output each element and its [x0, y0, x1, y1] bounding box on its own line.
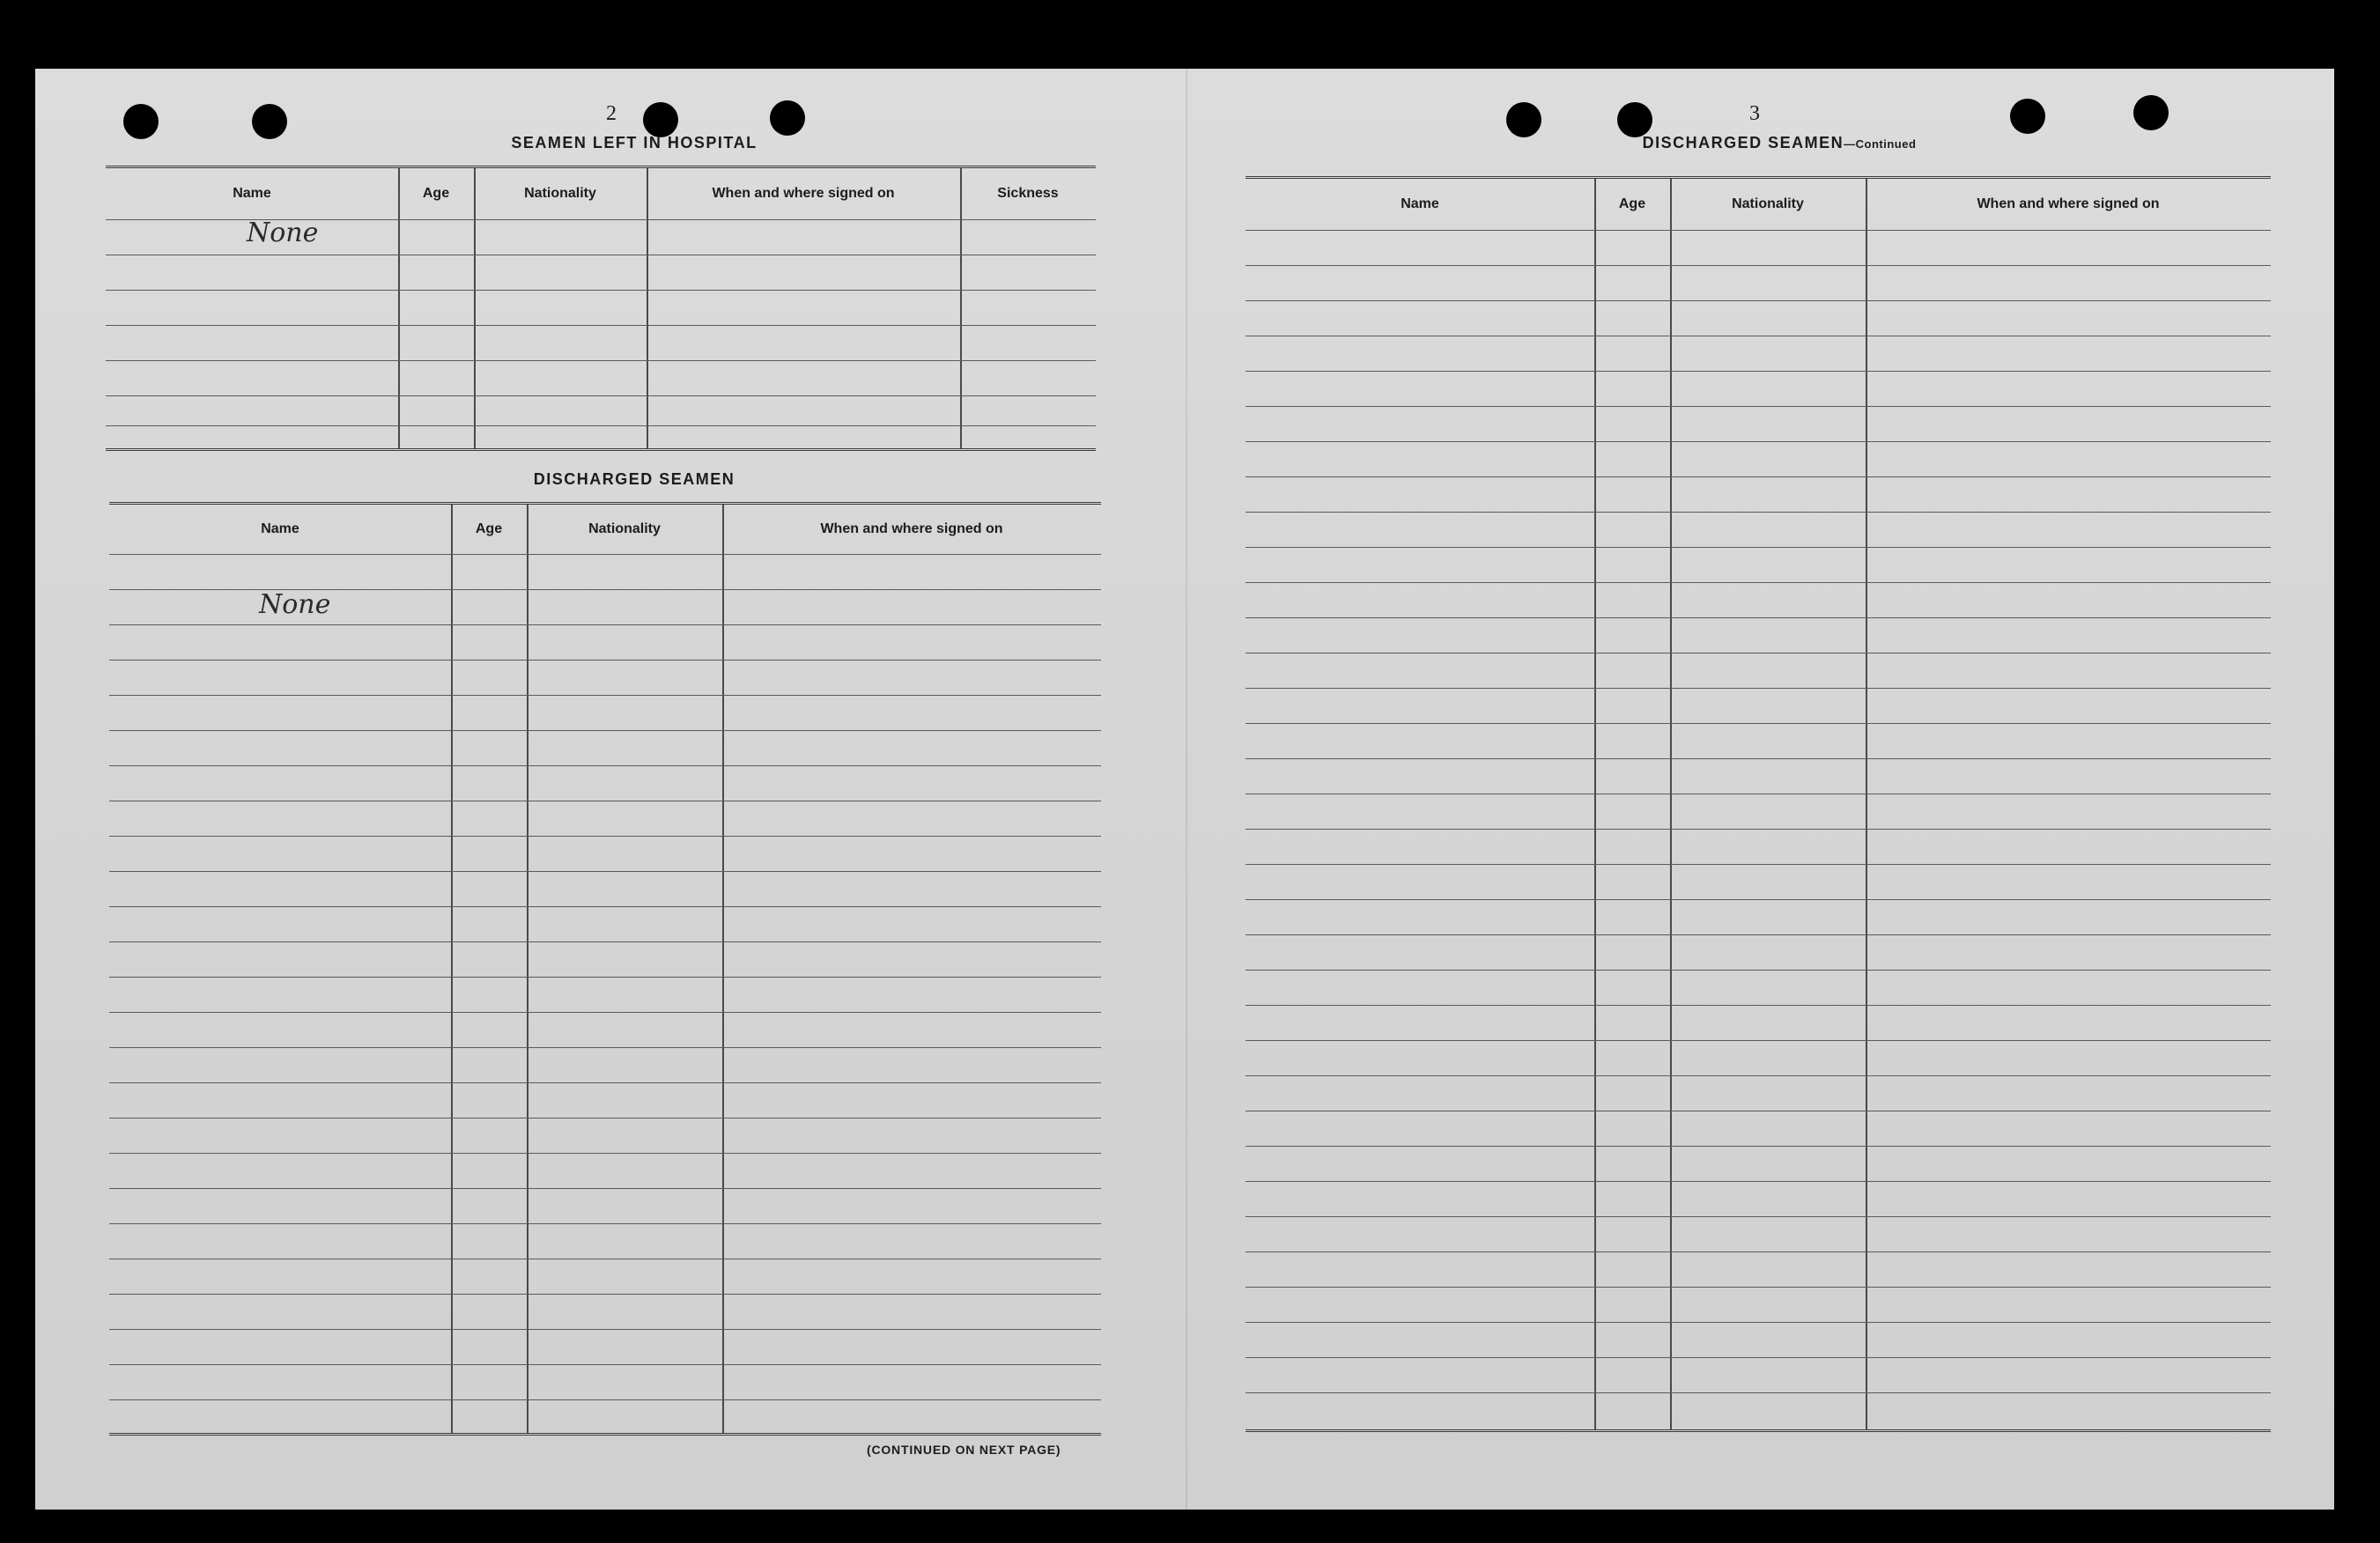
punch-hole: [643, 102, 678, 137]
column-divider: [398, 168, 400, 448]
discharged-table-left: [109, 502, 1101, 1436]
handwritten-entry: None: [247, 218, 319, 248]
page-number-right: 3: [1749, 102, 1760, 125]
table-row-line: [1245, 1322, 2271, 1323]
table-row-line: [109, 1329, 1101, 1330]
column-divider: [1866, 179, 1867, 1429]
table-row-line: [109, 1047, 1101, 1048]
col-header-signed-on: When and where signed on: [820, 521, 1003, 536]
table-row-line: [1245, 1357, 2271, 1358]
table-row-line: [1245, 1005, 2271, 1006]
table-row-line: [106, 395, 1096, 396]
table-row-line: [1245, 1181, 2271, 1182]
column-divider: [474, 168, 476, 448]
column-divider: [960, 168, 962, 448]
table-row-line: [1245, 617, 2271, 618]
table-row-line: [109, 730, 1101, 731]
page-fold: [1186, 69, 1187, 1510]
hospital-table: [106, 166, 1096, 451]
discharged-table-right: [1245, 176, 2271, 1432]
col-header-age: Age: [1618, 196, 1646, 211]
handwritten-entry: None: [259, 589, 331, 620]
col-header-signed-on: When and where signed on: [712, 186, 895, 201]
col-header-name: Name: [261, 521, 299, 536]
table-row-line: [1245, 406, 2271, 407]
col-header-signed-on: When and where signed on: [1977, 196, 2160, 211]
table-row-line: [1245, 758, 2271, 759]
punch-hole: [1617, 102, 1652, 137]
table-row-line: [106, 290, 1096, 291]
col-header-nationality: Nationality: [588, 521, 661, 536]
discharged-title-text: DISCHARGED SEAMEN: [1642, 134, 1844, 151]
table-row-line: [109, 624, 1101, 625]
table-row-line: [109, 836, 1101, 837]
table-row-line: [1245, 723, 2271, 724]
hospital-section-title: SEAMEN LEFT IN HOSPITAL: [511, 134, 758, 151]
table-row-line: [1245, 1216, 2271, 1217]
table-row-line: [109, 1082, 1101, 1083]
table-row-line: [1245, 934, 2271, 935]
col-header-nationality: Nationality: [1732, 196, 1804, 211]
col-header-name: Name: [233, 186, 271, 201]
table-row-line: [1245, 230, 2271, 231]
punch-hole: [2010, 99, 2045, 134]
table-row-line: [109, 554, 1101, 555]
table-row-line: [109, 1294, 1101, 1295]
table-row-line: [1245, 899, 2271, 900]
table-row-line: [1245, 265, 2271, 266]
table-row-line: [109, 906, 1101, 907]
table-row-line: [109, 1364, 1101, 1365]
column-divider: [1670, 179, 1672, 1429]
col-header-sickness: Sickness: [997, 186, 1059, 201]
punch-hole: [2133, 95, 2169, 130]
discharged-section-title: DISCHARGED SEAMEN: [533, 470, 735, 488]
table-row-line: [1245, 1251, 2271, 1252]
page-number-left: 2: [606, 102, 617, 125]
table-row-line: [1245, 547, 2271, 548]
manifest-sheet: [35, 69, 2334, 1510]
col-header-age: Age: [422, 186, 450, 201]
punch-hole: [770, 100, 805, 136]
table-row-line: [106, 360, 1096, 361]
continued-suffix: —Continued: [1844, 137, 1917, 151]
table-row-line: [1245, 1075, 2271, 1076]
table-row-line: [1245, 441, 2271, 442]
table-row-line: [109, 1399, 1101, 1400]
table-row-line: [109, 977, 1101, 978]
table-row-line: [109, 871, 1101, 872]
punch-hole: [123, 104, 159, 139]
table-row-line: [109, 765, 1101, 766]
table-row-line: [109, 589, 1101, 590]
table-row-line: [109, 1223, 1101, 1224]
table-row-line: [1245, 1146, 2271, 1147]
table-row-line: [1245, 371, 2271, 372]
column-divider: [1594, 179, 1596, 1429]
table-row-line: [1245, 864, 2271, 865]
punch-hole: [1506, 102, 1541, 137]
table-row-line: [109, 695, 1101, 696]
col-header-age: Age: [475, 521, 503, 536]
table-row-line: [109, 1153, 1101, 1154]
punch-hole: [252, 104, 287, 139]
column-divider: [647, 168, 648, 448]
table-row-line: [1245, 582, 2271, 583]
table-row-line: [109, 1012, 1101, 1013]
table-row-line: [1245, 1287, 2271, 1288]
table-row-line: [1245, 829, 2271, 830]
table-row-line: [1245, 1040, 2271, 1041]
table-row-line: [109, 941, 1101, 942]
table-row-line: [1245, 688, 2271, 689]
table-row-line: [109, 660, 1101, 661]
discharged-continued-title: [1533, 134, 2026, 152]
table-row-line: [1245, 476, 2271, 477]
col-header-nationality: Nationality: [524, 186, 596, 201]
col-header-name: Name: [1401, 196, 1439, 211]
table-row-line: [1245, 512, 2271, 513]
table-row-line: [1245, 970, 2271, 971]
table-row-line: [106, 325, 1096, 326]
continued-note: (CONTINUED ON NEXT PAGE): [867, 1443, 1061, 1457]
table-row-line: [106, 425, 1096, 426]
table-row-line: [109, 1188, 1101, 1189]
table-row-line: [1245, 1392, 2271, 1393]
table-row-line: [1245, 300, 2271, 301]
